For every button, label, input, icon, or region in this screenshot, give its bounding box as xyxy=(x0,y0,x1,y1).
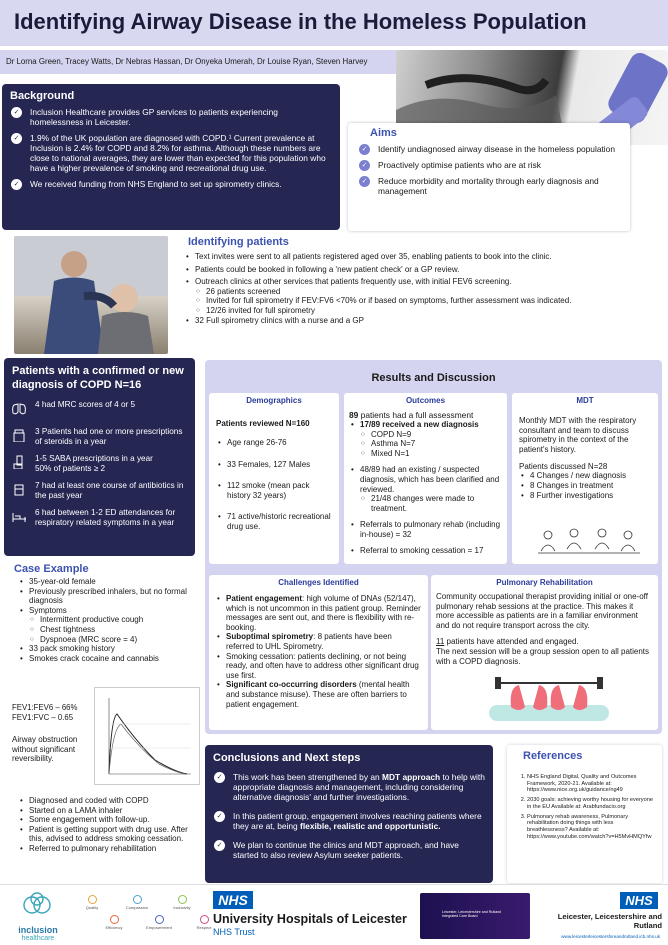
copd-stat-row xyxy=(12,508,187,528)
case-list xyxy=(18,577,201,663)
copd-stat-text: 4 had MRC scores of 4 or 5 xyxy=(35,400,136,409)
list-item: • 35-year-old female xyxy=(18,577,201,587)
conclusions-list xyxy=(213,772,485,860)
conclusions-section xyxy=(205,745,493,883)
icb-banner-text: Leicester, Leicestershire and Rutland Integrated Care Board xyxy=(442,910,502,919)
demographics-heading: Demographics xyxy=(246,396,302,405)
list-item: ✓ Reduce morbidity and mortality through early diagnosis and management xyxy=(358,176,620,196)
challenge-text: : high volume of DNAs (52/147), which is not uncommon in this patient group. Reminder messages are sent out, and there is flexibility with re-booking. xyxy=(226,594,421,632)
challenge-text: (mental health and substance misuse). These are often barriers to patient engagement. xyxy=(226,680,410,709)
nurse-patient-image xyxy=(14,236,168,354)
results-heading: Results and Discussion xyxy=(371,372,496,384)
rehab-attended-number: 11 xyxy=(436,637,445,647)
background-section xyxy=(2,84,340,230)
identifying-heading: Identifying patients xyxy=(188,236,289,248)
list-item: • Referral to smoking cessation = 17 xyxy=(349,546,502,556)
copd-stat-text: 7 had at least one course of antibiotics in the past year xyxy=(35,481,184,500)
demographics-box xyxy=(209,393,339,564)
list-item: ○ 21/48 changes were made to treatment. xyxy=(349,494,502,513)
value-icon xyxy=(88,895,97,904)
list-item: ○ Invited for full spirometry if FEV:FV6 <70% or if based on symptoms, further assessment was indicated. xyxy=(184,296,660,306)
list-item: • Patients could be booked in following a 'new patient check' or a GP review. xyxy=(184,265,660,275)
value-icon xyxy=(178,895,187,904)
aims-list xyxy=(358,144,620,196)
conclusion-text: This work has been strengthened by an xyxy=(233,772,382,782)
list-item: ○ Mixed N=1 xyxy=(349,449,502,459)
inclusion-logo-icon xyxy=(14,891,62,921)
mdt-list xyxy=(519,471,651,500)
list-item xyxy=(215,632,422,651)
challenges-heading: Challenges Identified xyxy=(278,578,359,587)
conclusions-heading: Conclusions and Next steps xyxy=(213,752,361,764)
challenge-title: Patient engagement xyxy=(226,594,303,603)
lungs-weights-illustration xyxy=(489,675,609,723)
list-item: • 48/89 had an existing / suspected diagnosis, which has been clarified and reviewed. xyxy=(349,465,502,494)
list-item: • Text invites were sent to all patients registered aged over 35, enabling patients to book into the clinic. xyxy=(184,252,660,262)
pill-bottle-icon xyxy=(12,428,28,447)
value-badge xyxy=(72,895,112,910)
lungs-icon xyxy=(12,401,28,420)
identifying-list xyxy=(184,252,660,325)
demographics-list xyxy=(216,438,332,532)
list-item xyxy=(215,652,422,681)
spirometry-graph xyxy=(94,687,200,785)
list-item: • Smokes crack cocaine and cannabis xyxy=(18,654,201,664)
list-item: • Symptoms xyxy=(18,606,201,616)
inclusion-logo xyxy=(14,891,62,942)
copd-heading: Patients with a confirmed or new diagnosis of COPD N=16 xyxy=(12,365,184,391)
value-badge xyxy=(94,915,134,930)
value-label: Efficiency xyxy=(105,925,123,930)
values-row xyxy=(72,895,212,935)
outcomes-lead-text: patients had a full assessment xyxy=(358,410,474,420)
copd-stat-row xyxy=(12,481,187,501)
list-item: ✓ 1.9% of the UK population are diagnosed with COPD.¹ Current prevalence at Inclusion is 2.4% for COPD and 8.2% for asthma. Although these numbers are close to national averages, they are lower than expected for this population who have a higher prevalence of smoking and recreational drug use. xyxy=(10,133,332,173)
value-label: Quality xyxy=(85,905,99,910)
conclusion-text: We plan to continue the clinics and MDT approach, and have started to also review Asylum seeker patients. xyxy=(233,840,459,860)
uhl-trust: NHS Trust xyxy=(213,927,255,937)
list-item: ✓ Proactively optimise patients who are at risk xyxy=(358,160,620,170)
fev6-value: FEV1:FEV6 – 66% xyxy=(12,703,78,712)
rehab-box xyxy=(431,575,658,730)
rehab-text: Community occupational therapist providing initial or one-off pulmonary rehab sessions at the practice. This makes it more accessible as patients are in a familiar environment and do not require transport across the city. xyxy=(436,592,648,630)
nhs-logo: NHS xyxy=(213,891,253,909)
copd-stat-text: 6 had between 1-2 ED attendances for respiratory related symptoms in a year xyxy=(35,508,176,527)
copd-stat-row xyxy=(12,454,187,474)
value-label: Empowerment xyxy=(146,925,172,930)
reference-item: 1. NHS England Digital, Quality and Outcomes Framework, 2020-21. Available at: https://www.nice.org.uk/guidance/ng49 xyxy=(527,774,654,794)
list-item: ✓ Identify undiagnosed airway disease in the homeless population xyxy=(358,144,620,154)
list-item: • 8 Further investigations xyxy=(519,491,651,501)
list-item: • Started on a LAMA inhaler xyxy=(18,806,198,816)
list-item: • 4 Changes / new diagnosis xyxy=(519,471,651,481)
challenge-text: Smoking cessation: patients declining, or not being ready, and often have to address other significant drug use first. xyxy=(226,651,419,680)
list-item: ○ 26 patients screened xyxy=(184,287,660,297)
references-heading: References xyxy=(523,750,583,762)
llr-url[interactable]: www.leicesterleicestershireandrutland.icb.nhs.uk xyxy=(561,934,660,939)
copd-list xyxy=(12,400,187,528)
list-item: ○ Asthma N=7 xyxy=(349,439,502,449)
copd-stat-row xyxy=(12,400,187,420)
list-item: ○ Dyspnoea (MRC score = 4) xyxy=(18,635,201,645)
case-after-list xyxy=(18,796,198,854)
mdt-text: Monthly MDT with the respiratory consultant and team to discuss spirometry in the context of the patient's history. xyxy=(519,416,637,454)
identifying-section xyxy=(178,236,660,351)
nhs-logo-right: NHS xyxy=(620,892,658,909)
inclusion-logo-subtext: healthcare xyxy=(21,935,55,942)
outcomes-lead-number: 89 xyxy=(349,410,359,420)
clinic-photo xyxy=(14,236,168,354)
case-section xyxy=(6,563,201,883)
list-item: • Referrals to pulmonary rehab (including in-house) = 32 xyxy=(349,520,502,539)
outcomes-heading: Outcomes xyxy=(405,396,446,405)
demographics-lead: Patients reviewed N=160 xyxy=(216,419,310,428)
rehab-heading: Pulmonary Rehabilitation xyxy=(496,578,593,587)
list-item xyxy=(215,680,422,709)
list-item xyxy=(215,594,422,632)
list-item: • Previously prescribed inhalers, but no formal diagnosis xyxy=(18,587,201,606)
value-icon xyxy=(110,915,119,924)
mdt-box xyxy=(512,393,658,564)
outcomes-lead xyxy=(349,410,502,420)
background-heading: Background xyxy=(10,90,75,102)
value-icon xyxy=(133,895,142,904)
list-item: • 33 Females, 127 Males xyxy=(216,460,332,470)
list-item: • 71 active/historic recreational drug use. xyxy=(216,512,332,531)
references-section xyxy=(507,745,662,883)
challenges-list xyxy=(215,594,422,709)
list-item: • Referred to pulmonary rehabilitation xyxy=(18,844,198,854)
conclusion-emphasis: MDT approach xyxy=(381,772,441,782)
reference-item: 3. Pulmonary rehab awareness, Pulmonary rehabilitation doing things with less breathlessness? Available at: https://www.youtube.com/watch?v=H5MvHMQYfw xyxy=(527,814,654,841)
aims-section xyxy=(348,123,630,231)
list-item: • 32 Full spirometry clinics with a nurse and a GP xyxy=(184,316,660,326)
copd-section xyxy=(4,358,195,556)
list-item: • 17/89 received a new diagnosis xyxy=(349,420,502,430)
references-list xyxy=(515,774,654,840)
title-bar xyxy=(0,0,668,46)
list-item: • Patient is getting support with drug use. After this, advised to address smoking cessation. xyxy=(18,825,198,844)
conclusion-emphasis: flexible, realistic and opportunistic. xyxy=(300,821,441,831)
fvc-value: FEV1:FVC – 0.65 xyxy=(12,713,74,722)
results-section xyxy=(205,360,662,734)
footer xyxy=(0,884,668,945)
list-item: ✓ We received funding from NHS England to set up spirometry clinics. xyxy=(10,179,332,189)
outcomes-box xyxy=(344,393,507,564)
challenge-title: Suboptimal spirometry xyxy=(226,632,314,642)
list-item: • 33 pack smoking history xyxy=(18,644,201,654)
list-item xyxy=(213,772,485,802)
conclusion-text: In this patient group, engagement involves reaching patients where they are at, being xyxy=(233,811,482,831)
aims-heading: Aims xyxy=(370,127,397,139)
value-label: Respect xyxy=(196,925,212,930)
inhaler-icon xyxy=(12,455,28,474)
list-item: ○ Chest tightness xyxy=(18,625,201,635)
value-badge xyxy=(117,895,157,910)
list-item: • Age range 26-76 xyxy=(216,438,332,448)
value-label: Inclusivity xyxy=(173,905,191,910)
mdt-heading: MDT xyxy=(576,396,594,405)
value-icon xyxy=(155,915,164,924)
pill-icon xyxy=(12,482,28,501)
uhl-name: University Hospitals of Leicester xyxy=(213,912,407,926)
list-item: ○ COPD N=9 xyxy=(349,430,502,440)
case-heading: Case Example xyxy=(14,563,89,575)
background-list xyxy=(10,107,332,189)
list-item: • Outreach clinics at other services that patients frequently use, with initial FEV6 screening. xyxy=(184,277,660,287)
mdt-discussed: Patients discussed N=28 xyxy=(519,462,608,472)
reference-item: 2. 2030 goals: achieving worthy housing for everyone in the EU Available at: Arabfundacio.org xyxy=(527,797,654,810)
flow-volume-graph xyxy=(95,688,199,784)
list-item: • 112 smoke (mean pack history 32 years) xyxy=(216,481,332,500)
icb-banner xyxy=(420,893,530,939)
meeting-illustration xyxy=(534,525,644,559)
list-item xyxy=(213,840,485,860)
value-label: Compassion xyxy=(125,905,149,910)
list-item: ○ 12/26 invited for full spirometry xyxy=(184,306,660,316)
list-item: • Diagnosed and coded with COPD xyxy=(18,796,198,806)
authors-bar xyxy=(0,50,427,74)
rehab-next: The next session will be a group session open to all patients with a COPD diagnosis. xyxy=(436,646,650,666)
copd-stat-text: 3 Patients had one or more prescriptions of steroids in a year xyxy=(35,427,183,446)
value-icon xyxy=(200,915,209,924)
rehab-attended-text: patients have attended and engaged. xyxy=(444,637,579,647)
copd-stat-text: 1-5 SABA prescriptions in a year 50% of patients ≥ 2 xyxy=(35,454,153,473)
authors: Dr Lorna Green, Tracey Watts, Dr Nebras Hassan, Dr Onyeka Umerah, Dr Louise Ryan, Steven Harvey xyxy=(6,57,368,66)
challenge-title: Significant co-occurring disorders xyxy=(226,680,357,690)
list-item: • Some engagement with follow-up. xyxy=(18,815,198,825)
list-item: ○ Intermittent productive cough xyxy=(18,615,201,625)
list-item: ✓ Inclusion Healthcare provides GP services to patients experiencing homelessness in Leicester. xyxy=(10,107,332,127)
obstruction-text: Airway obstruction without significant reversibility. xyxy=(12,735,78,764)
list-item: • 8 Changes in treatment xyxy=(519,481,651,491)
value-badge xyxy=(162,895,202,910)
page-title: Identifying Airway Disease in the Homeless Population xyxy=(14,9,587,34)
hospital-bed-icon xyxy=(12,509,28,528)
list-item xyxy=(213,811,485,831)
inclusion-logo-text: inclusion xyxy=(18,925,58,935)
rehab-attended xyxy=(436,637,653,647)
challenge-text: : 8 patients have been referred to UHL Spirometry. xyxy=(226,632,392,651)
outcomes-list xyxy=(349,420,502,555)
copd-stat-row xyxy=(12,427,187,447)
conclusion-text: to help with appropriate diagnosis and management, including considering alternative diagnosis' and further investigations. xyxy=(233,772,485,802)
challenges-box xyxy=(209,575,428,730)
llr-name: Leicester, Leicestershire and Rutland xyxy=(557,912,662,930)
value-badge xyxy=(139,915,179,930)
